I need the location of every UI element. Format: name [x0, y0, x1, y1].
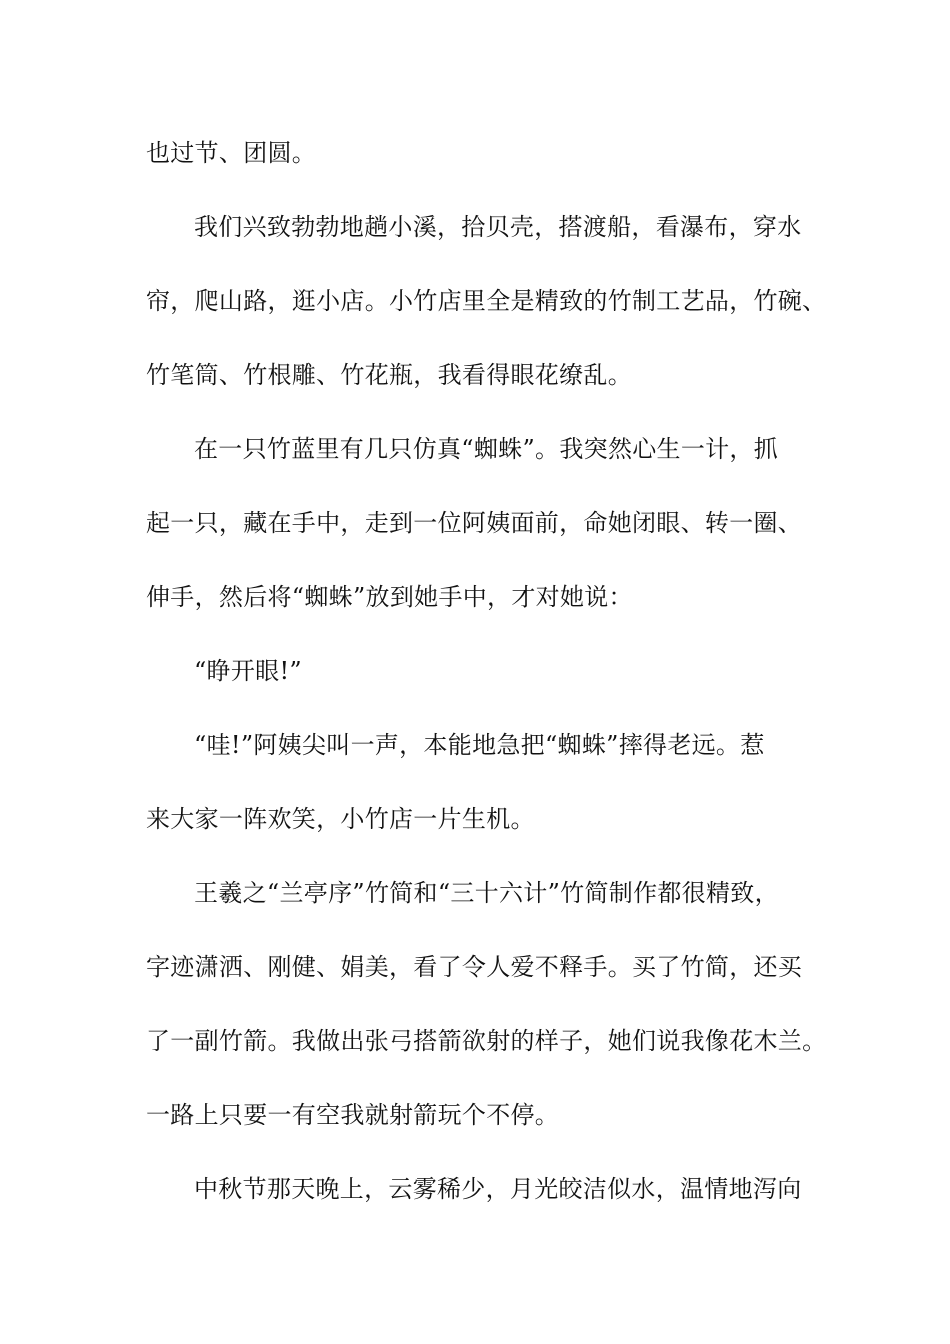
paragraph-start-line-5: 在一只竹蓝里有几只仿真“蜘蛛”。我突然心生一计，抓	[194, 435, 779, 463]
dialogue-line-8: “睁开眼!”	[194, 657, 302, 685]
text-line-10: 来大家一阵欢笑，小竹店一片生机。	[146, 805, 535, 833]
text-line-4: 竹笔筒、竹根雕、竹花瓶，我看得眼花缭乱。	[146, 361, 632, 389]
text-line-7: 伸手，然后将“蜘蛛”放到她手中，才对她说：	[146, 583, 633, 611]
text-line-1: 也过节、团圆。	[146, 139, 317, 167]
paragraph-start-line-9: “哇!”阿姨尖叫一声，本能地急把“蜘蛛”摔得老远。惹	[194, 731, 765, 759]
paragraph-start-line-15: 中秋节那天晚上，云雾稀少，月光皎洁似水，温情地泻向	[194, 1175, 802, 1203]
text-line-6: 起一只，藏在手中，走到一位阿姨面前，命她闭眼、转一圈、	[146, 509, 803, 537]
paragraph-start-line-11: 王羲之“兰亭序”竹简和“三十六计”竹简制作都很精致，	[194, 879, 779, 907]
text-line-12: 字迹潇洒、刚健、娟美，看了令人爱不释手。买了竹简，还买	[146, 953, 803, 981]
text-line-3: 帘，爬山路，逛小店。小竹店里全是精致的竹制工艺品，竹碗、	[146, 287, 827, 315]
text-line-14: 一路上只要一有空我就射箭玩个不停。	[146, 1101, 560, 1129]
paragraph-start-line-2: 我们兴致勃勃地趟小溪，拾贝壳，搭渡船，看瀑布，穿水	[194, 213, 802, 241]
text-line-13: 了一副竹箭。我做出张弓搭箭欲射的样子，她们说我像花木兰。	[146, 1027, 827, 1055]
